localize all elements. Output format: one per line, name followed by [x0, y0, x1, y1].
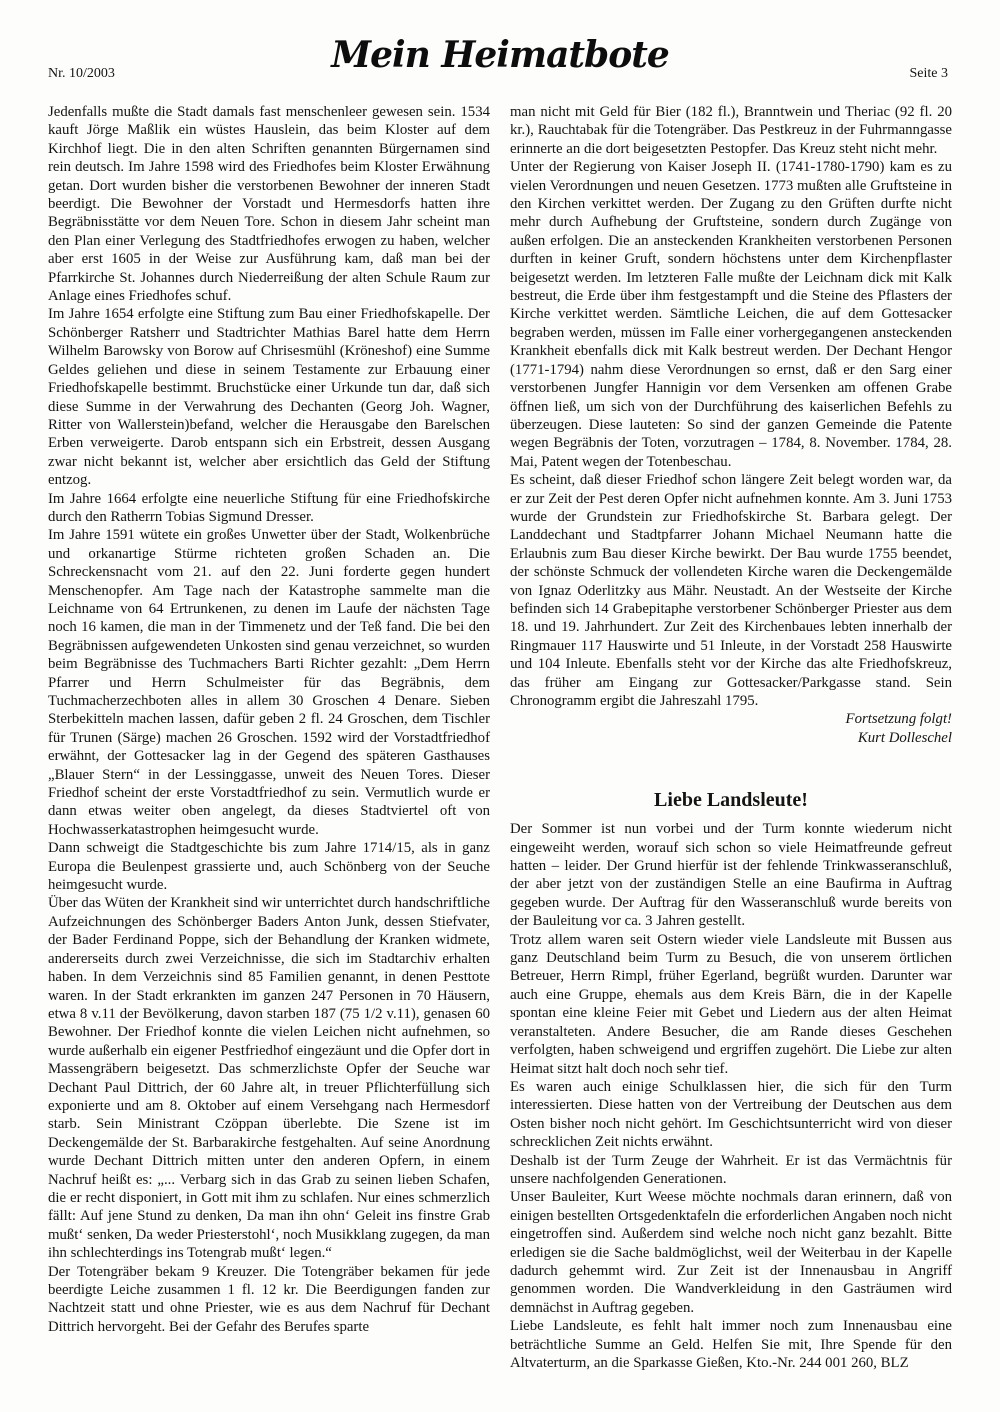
- masthead-title: Mein Heimatbote: [331, 34, 669, 76]
- article-paragraph: Es scheint, daß dieser Friedhof schon längere Zeit belegt worden war, da er zur Zeit der Pest deren Opfer nicht aufnehmen konnte. Am 3. Juni 1753 wurde der Grundstein zur Friedhofskirche St. Barbara gelegt. Der Landdechant und Stadtpfarrer Johann Michael Neumann hatte die Erlaubnis zum Bau dieser Kirche bewirkt. Der Bau wurde 1755 beendet, der schönste Schmuck der vollendeten Kirche waren die Deckengemälde von Ignaz Oderlitzky aus Mähr. Neustadt. An der Westseite der Kirche befinden sich 14 Grabepitaphe verstorbener Schönberger Priester aus dem 18. und 19. Jahrhundert. Zur Zeit des Kirchenbaues lebten innerhalb der Ringmauer 117 Hauswirte und 51 Inleute, in der Vorstadt 258 Hauswirte und 104 Inleute. Ebenfalls steht vor der Kirche das alte Friedhofskreuz, das früher am Eingang zur Gottesacker/Parkgasse stand. Sein Chronogramm ergibt die Jahreszahl 1795.: [510, 472, 952, 709]
- article-paragraph: Liebe Landsleute, es fehlt halt immer noch zum Innenausbau eine beträchtliche Summe an Geld. Helfen Sie mit, Ihre Spende für den Altvaterturm, an die Sparkasse Gießen, Kto.-Nr. 244 001 260, BLZ: [510, 1318, 952, 1371]
- article-headline: Liebe Landsleute!: [654, 789, 808, 812]
- article-paragraph: man nicht mit Geld für Bier (182 fl.), Branntwein und Theriac (92 fl. 20 kr.), Rauchtabak für die Totengräber. Das Pestkreuz in der Fuhrmanngasse erinnerte an die dort beigesetzten Pestopfer. Das Kreuz steht nicht mehr.: [510, 104, 952, 157]
- headline-spacer: [510, 812, 952, 820]
- article-paragraph: Jedenfalls mußte die Stadt damals fast menschenleer gewesen sein. 1534 kauft Jörge Maßlik ein wüstes Hauslein, das beim Kloster auf dem Kirchhof liegt. Die in den alten Schriften genannten Bürgernamen sind rein deutsch. Im Jahre 1598 wird des Friedhofes beim Kloster Erwähnung getan. Dort wurden bisher die verstorbenen Bewohner der inneren Stadt beerdigt. Die Bewohner der Vorstadt und Hermesdorfs hatten ihre Begräbnisstätte vor dem Neuen Tore. Schon in diesem Jahr scheint man den Plan einer Verlegung des Stadtfriedhofes erwogen zu haben, welcher aber erst 1605 in der Weise zur Ausführung kam, daß man bei der Pfarrkirche St. Johannes durch Niederreißung der alten Schule Raum zur Anlage eines Friedhofes schuf.: [48, 104, 490, 305]
- issue-number: Nr. 10/2003: [48, 66, 115, 81]
- section-spacer: [510, 747, 952, 789]
- continuation-note: Fortsetzung folgt!: [845, 711, 952, 728]
- article-paragraph: Dann schweigt die Stadtgeschichte bis zum Jahre 1714/15, als in ganz Europa die Beulenpest grassierte und, auch Schönberg von der Seuche heimgesucht wurde.: [48, 840, 490, 894]
- article-paragraph: Im Jahre 1654 erfolgte eine Stiftung zum Bau einer Friedhofskapelle. Der Schönberger Ratsherr und Stadtrichter Mathias Barel hatte dem Herrn Wilhelm Barowsky von Borow auf Chrisesmühl (Kröneshof) eine Summe Geldes geliehen und diese in seinem Testamente zur Erbauung einer Friedhofskapelle bestimmt. Bruchstücke einer Urkunde tun dar, daß sich diese Summe in der Verwahrung des Dechanten (Georg Joh. Wagner, Ritter von Wallerstein)befand, welcher die Herausgabe den Barelschen Erben verweigerte. Darob entspann sich ein Erbstreit, dessen Ausgang zwar nicht bekannt ist, welcher aber ersichtlich das Geld der Stiftung entzog.: [48, 306, 490, 489]
- article-paragraph: Der Sommer ist nun vorbei und der Turm konnte wiederum nicht eingeweiht werden, worauf sich schon so viele Heimatfreunde gefreut hatten – leider. Der Grund hierfür ist der fehlende Trinkwasseranschluß, der aber jetzt von der zuständigen Stelle an eine Baufirma in Auftrag gegeben wurde. Der Auftrag für den Wasseranschluß wurde bereits von der Bauleitung vor ca. 3 Jahren gestellt.: [510, 821, 952, 930]
- article-paragraph: Es waren auch einige Schulklassen hier, die sich für den Turm interessierten. Diese hatten von der Vertreibung der Deutschen aus dem Osten bisher noch nicht gehört. Im Geschichtsunterricht wird von dieser schrecklichen Zeit nichts erwähnt.: [510, 1078, 952, 1151]
- article-paragraph: Im Jahre 1591 wütete ein großes Unwetter über der Stadt, Wolkenbrüche und orkanartige Stürme richteten großen Schaden an. Die Schreckensnacht vom 21. auf den 22. Juni forderte gegen hundert Menschenopfer. Am Tage nach der Katastrophe sammelte man die Leichname von 64 Ertrunkenen, zu denen im Laufe der nächsten Tage noch 16 kamen, die man in der Timmenetz und der Teß fand. Die bei den Begräbnissen aufgewendeten Unkosten sind genau verzeichnet, so wurden beim Begräbnisse des Tuchmachers Barti Richter gezahlt: „Dem Herrn Pfarrer und Herrn Schulmeister für das Begräbnis, dem Tuchmacherzechboten alles in allem 30 Groschen 4 Denare. Sieben Sterbekitteln machen lassen, dafür geben 2 fl. 24 Groschen, dem Tischler für Trunen (Särge) machen 26 Groschen. 1592 wird der Vorstadtfriedhof erwähnt, der Gottesacker lag in der Gegend des späteren Gasthauses „Blauer Stern“ in der Lessinggasse, unweit des Neuen Tores. Dieser Friedhof scheint der erste Vorstadtfriedhof zu sein. Vermutlich wurde er dann etwas weiter oben angelegt, da dieses Stadtviertel oft von Hochwasserkatastrophen heimgesucht wurde.: [48, 527, 490, 838]
- article-paragraph: Deshalb ist der Turm Zeuge der Wahrheit. Er ist das Vermächtnis für unsere nachfolgenden Generationen.: [510, 1152, 952, 1187]
- article-paragraph: Über das Wüten der Krankheit sind wir unterrichtet durch handschriftliche Aufzeichnungen des Schönberger Baders Anton Junk, dessen Stiefvater, der Bader Ferdinand Poppe, sich der Behandlung der Kranken widmete, andererseits durch zwei Verzeichnisse, die sich im Stadtarchiv erhalten haben. In dem Verzeichnis sind 85 Familien genannt, in denen Pesttote waren. In der Stadt erkrankten im ganzen 247 Personen in 70 Häusern, etwa 8 v.11 der Bevölkerung, davon starben 187 (75 1/2 v.11), genasen 60 Bewohner. Der Friedhof konnte die vielen Leichen nicht aufnehmen, so wurde außerhalb ein eigener Pestfriedhof eingezäunt und die Opfer dort in Massengräbern beigesetzt. Das schmerzlichste Opfer der Seuche war Dechant Paul Dittrich, der 60 Jahre alt, in treuer Pflichterfüllung sich exponierte und am 8. Oktober auf einem Versehgang nach Hermesdorf starb. Sein Ministrant Czöppan überlebte. Die Szene ist im Deckengemälde der St. Barbarakirche festgehalten. Auf seine Anordnung wurde Dechant Dittrich mitten unter den anderen Opfern, in einem Nachruf heißt es: „... Verbarg sich in das Grab zu seinen lieben Schafen, die er recht disponiert, in Gott mit ihm zu schlafen. Nur eines schmerzlich fällt: Auf jene Stund zu denken, Da man ihn ohn‘ Geleit ins finstre Grab mußt‘ senken, Da weder Priesterstohl‘, noch Musikklang zugegen, da man ihn schlechterdings ins Totengrab mußt‘ legen.“: [48, 895, 490, 1262]
- article-paragraph: Trotz allem waren seit Ostern wieder viele Landsleute mit Bussen aus ganz Deutschland beim Turm zu Besuch, die von unserem örtlichen Betreuer, Herrn Rimpl, früher Egerland, begrüßt wurden. Darunter war auch eine Gruppe, ehemals aus dem Kreis Bärn, die in der Kapelle spontan eine kleine Feier mit Gebet und Liedern aus der alten Heimat veranstalteten. Andere Besucher, die am Rande dieses Geschehen verfolgten, haben schweigend und ergriffen zugehört. Die Liebe zur alten Heimat sitzt halt doch noch sehr tief.: [510, 931, 952, 1077]
- author-name: Kurt Dolleschel: [857, 729, 952, 746]
- article-paragraph: Unser Bauleiter, Kurt Weese möchte nochmals daran erinnern, daß von einigen bestellten Ortsgedenktafeln die erforderlichen Angaben noch nicht eingetroffen sind. Außerdem sind welche noch nicht ganz bezahlt. Bitte erledigen sie die Sache baldmöglichst, weil der Weiterbau in der Kapelle dadurch gehemmt wird. Zur Zeit ist der Innenausbau in Angriff genommen worden. Die Wandverkleidung in den Gasträumen wird demnächst in Auftrag gegeben.: [510, 1189, 952, 1316]
- left-column: [48, 103, 490, 1336]
- page-number: Seite 3: [909, 66, 948, 81]
- article-paragraph: Unter der Regierung von Kaiser Joseph II. (1741-1780-1790) kam es zu vielen Verordnungen und neuen Gesetzen. 1773 mußten alle Gruftsteine in den Kirchen verkittet werden. Der Zugang zu den Grüften durfte nicht mehr durch Aufhebung der Gruftsteine, sondern durch Zugänge von außen erfolgen. Die an ansteckenden Krankheiten verstorbenen Personen durften in keiner Gruft, sondern höchstens unter dem Kirchenpflaster beigesetzt werden. Im letzteren Falle mußte der Leichnam dick mit Kalk bestreut, die Erde über ihm festgestampft und die Steine des Pflasters der Kirche verkittet werden. Sämtliche Leichen, die auf dem Gottesacker begraben werden, müssen im Falle einer vorhergegangenen ansteckenden Krankheit ebenfalls dick mit Kalk bestreut werden. Der Dechant Hengor (1771-1794) nahm diese Verordnungen so ernst, daß er den Sarg einer verstorbenen Jungfer Hannigin vor dem Versenken am offenen Grabe öffnen ließ, um sich von der Durchführung des kaiserlichen Befehls zu überzeugen. Diese lauteten: So sind der ganzen Gemeinde die Patente wegen Begräbnis der Toten, vorzutragen – 1784, 8. November. 1784, 28. Mai, Patent wegen der Totenbeschau.: [510, 159, 952, 470]
- right-column: [510, 103, 952, 1372]
- article-paragraph: Der Totengräber bekam 9 Kreuzer. Die Totengräber bekamen für jede beerdigte Leiche zusammen 1 fl. 12 kr. Die Beerdigungen fanden zur Nachtzeit statt und ohne Priester, wie es aus dem Nachruf für Dechant Dittrich hervorgeht. Bei der Gefahr des Berufes sparte: [48, 1263, 490, 1335]
- article-paragraph: Im Jahre 1664 erfolgte eine neuerliche Stiftung für eine Friedhofskirche durch den Ratherrn Tobias Sigmund Dresser.: [48, 490, 490, 525]
